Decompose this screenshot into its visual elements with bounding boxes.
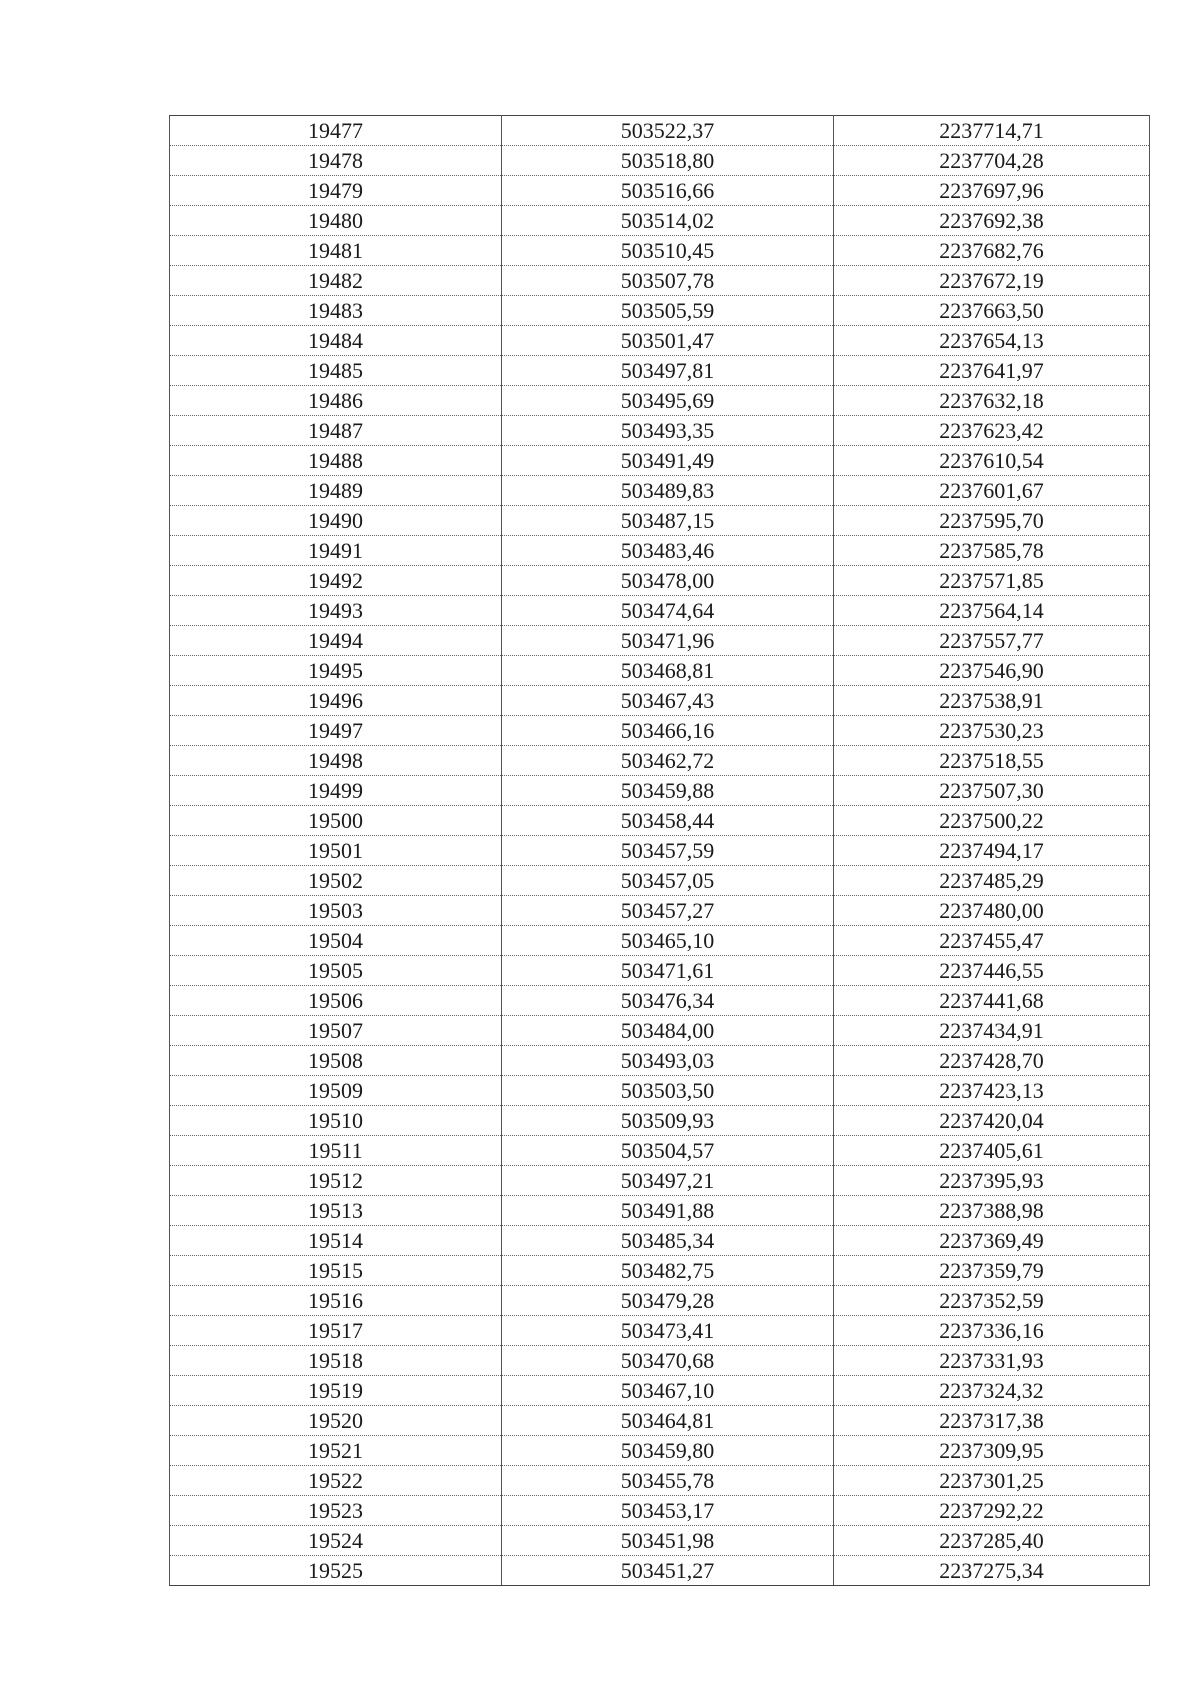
x-coordinate-cell: 503495,69 — [502, 386, 834, 416]
point-number-cell: 19523 — [170, 1496, 502, 1526]
table-row — [170, 566, 1150, 596]
x-coordinate-cell: 503471,61 — [502, 956, 834, 986]
x-coordinate-cell: 503459,80 — [502, 1436, 834, 1466]
x-coordinate-cell: 503516,66 — [502, 176, 834, 206]
x-coordinate-cell: 503467,43 — [502, 686, 834, 716]
coordinates-table — [169, 115, 1150, 1586]
table-row — [170, 446, 1150, 476]
x-coordinate-cell: 503464,81 — [502, 1406, 834, 1436]
x-coordinate-cell: 503518,80 — [502, 146, 834, 176]
y-coordinate-cell: 2237601,67 — [834, 476, 1150, 506]
point-number-cell: 19510 — [170, 1106, 502, 1136]
table-row — [170, 1346, 1150, 1376]
x-coordinate-cell: 503451,98 — [502, 1526, 834, 1556]
y-coordinate-cell: 2237641,97 — [834, 356, 1150, 386]
table-row — [170, 416, 1150, 446]
y-coordinate-cell: 2237507,30 — [834, 776, 1150, 806]
point-number-cell: 19501 — [170, 836, 502, 866]
y-coordinate-cell: 2237500,22 — [834, 806, 1150, 836]
point-number-cell: 19479 — [170, 176, 502, 206]
y-coordinate-cell: 2237423,13 — [834, 1076, 1150, 1106]
y-coordinate-cell: 2237610,54 — [834, 446, 1150, 476]
x-coordinate-cell: 503503,50 — [502, 1076, 834, 1106]
x-coordinate-cell: 503514,02 — [502, 206, 834, 236]
x-coordinate-cell: 503455,78 — [502, 1466, 834, 1496]
table-row — [170, 686, 1150, 716]
y-coordinate-cell: 2237654,13 — [834, 326, 1150, 356]
table-row — [170, 1406, 1150, 1436]
y-coordinate-cell: 2237359,79 — [834, 1256, 1150, 1286]
x-coordinate-cell: 503497,81 — [502, 356, 834, 386]
x-coordinate-cell: 503453,17 — [502, 1496, 834, 1526]
table-row — [170, 1496, 1150, 1526]
y-coordinate-cell: 2237388,98 — [834, 1196, 1150, 1226]
table-row — [170, 1016, 1150, 1046]
y-coordinate-cell: 2237301,25 — [834, 1466, 1150, 1496]
table-row — [170, 506, 1150, 536]
x-coordinate-cell: 503522,37 — [502, 116, 834, 146]
point-number-cell: 19513 — [170, 1196, 502, 1226]
y-coordinate-cell: 2237564,14 — [834, 596, 1150, 626]
point-number-cell: 19492 — [170, 566, 502, 596]
table-row — [170, 1376, 1150, 1406]
y-coordinate-cell: 2237275,34 — [834, 1556, 1150, 1586]
x-coordinate-cell: 503483,46 — [502, 536, 834, 566]
point-number-cell: 19485 — [170, 356, 502, 386]
table-row — [170, 1046, 1150, 1076]
point-number-cell: 19487 — [170, 416, 502, 446]
y-coordinate-cell: 2237434,91 — [834, 1016, 1150, 1046]
point-number-cell: 19515 — [170, 1256, 502, 1286]
point-number-cell: 19500 — [170, 806, 502, 836]
x-coordinate-cell: 503467,10 — [502, 1376, 834, 1406]
table-row — [170, 116, 1150, 146]
y-coordinate-cell: 2237480,00 — [834, 896, 1150, 926]
point-number-cell: 19503 — [170, 896, 502, 926]
point-number-cell: 19490 — [170, 506, 502, 536]
table-row — [170, 1286, 1150, 1316]
x-coordinate-cell: 503507,78 — [502, 266, 834, 296]
x-coordinate-cell: 503451,27 — [502, 1556, 834, 1586]
y-coordinate-cell: 2237369,49 — [834, 1226, 1150, 1256]
point-number-cell: 19512 — [170, 1166, 502, 1196]
table-row — [170, 656, 1150, 686]
y-coordinate-cell: 2237441,68 — [834, 986, 1150, 1016]
table-row — [170, 1166, 1150, 1196]
table-row — [170, 536, 1150, 566]
y-coordinate-cell: 2237692,38 — [834, 206, 1150, 236]
y-coordinate-cell: 2237420,04 — [834, 1106, 1150, 1136]
x-coordinate-cell: 503487,15 — [502, 506, 834, 536]
x-coordinate-cell: 503457,27 — [502, 896, 834, 926]
y-coordinate-cell: 2237623,42 — [834, 416, 1150, 446]
y-coordinate-cell: 2237538,91 — [834, 686, 1150, 716]
table-row — [170, 1106, 1150, 1136]
y-coordinate-cell: 2237571,85 — [834, 566, 1150, 596]
coordinates-table-body — [170, 116, 1150, 1586]
table-row — [170, 866, 1150, 896]
table-row — [170, 626, 1150, 656]
table-row — [170, 1196, 1150, 1226]
table-row — [170, 1256, 1150, 1286]
x-coordinate-cell: 503474,64 — [502, 596, 834, 626]
table-row — [170, 356, 1150, 386]
x-coordinate-cell: 503497,21 — [502, 1166, 834, 1196]
x-coordinate-cell: 503465,10 — [502, 926, 834, 956]
x-coordinate-cell: 503479,28 — [502, 1286, 834, 1316]
table-row — [170, 266, 1150, 296]
x-coordinate-cell: 503478,00 — [502, 566, 834, 596]
point-number-cell: 19484 — [170, 326, 502, 356]
point-number-cell: 19494 — [170, 626, 502, 656]
x-coordinate-cell: 503484,00 — [502, 1016, 834, 1046]
y-coordinate-cell: 2237455,47 — [834, 926, 1150, 956]
x-coordinate-cell: 503457,05 — [502, 866, 834, 896]
x-coordinate-cell: 503468,81 — [502, 656, 834, 686]
point-number-cell: 19496 — [170, 686, 502, 716]
point-number-cell: 19516 — [170, 1286, 502, 1316]
x-coordinate-cell: 503458,44 — [502, 806, 834, 836]
point-number-cell: 19483 — [170, 296, 502, 326]
point-number-cell: 19514 — [170, 1226, 502, 1256]
table-row — [170, 1316, 1150, 1346]
table-row — [170, 1436, 1150, 1466]
x-coordinate-cell: 503493,35 — [502, 416, 834, 446]
x-coordinate-cell: 503491,88 — [502, 1196, 834, 1226]
point-number-cell: 19480 — [170, 206, 502, 236]
y-coordinate-cell: 2237292,22 — [834, 1496, 1150, 1526]
table-row — [170, 986, 1150, 1016]
x-coordinate-cell: 503470,68 — [502, 1346, 834, 1376]
x-coordinate-cell: 503493,03 — [502, 1046, 834, 1076]
point-number-cell: 19477 — [170, 116, 502, 146]
y-coordinate-cell: 2237546,90 — [834, 656, 1150, 686]
x-coordinate-cell: 503466,16 — [502, 716, 834, 746]
y-coordinate-cell: 2237395,93 — [834, 1166, 1150, 1196]
y-coordinate-cell: 2237682,76 — [834, 236, 1150, 266]
table-row — [170, 176, 1150, 206]
point-number-cell: 19478 — [170, 146, 502, 176]
x-coordinate-cell: 503459,88 — [502, 776, 834, 806]
x-coordinate-cell: 503509,93 — [502, 1106, 834, 1136]
y-coordinate-cell: 2237672,19 — [834, 266, 1150, 296]
table-row — [170, 1076, 1150, 1106]
point-number-cell: 19495 — [170, 656, 502, 686]
x-coordinate-cell: 503489,83 — [502, 476, 834, 506]
y-coordinate-cell: 2237714,71 — [834, 116, 1150, 146]
y-coordinate-cell: 2237405,61 — [834, 1136, 1150, 1166]
y-coordinate-cell: 2237428,70 — [834, 1046, 1150, 1076]
table-row — [170, 836, 1150, 866]
y-coordinate-cell: 2237697,96 — [834, 176, 1150, 206]
point-number-cell: 19489 — [170, 476, 502, 506]
point-number-cell: 19508 — [170, 1046, 502, 1076]
x-coordinate-cell: 503471,96 — [502, 626, 834, 656]
x-coordinate-cell: 503473,41 — [502, 1316, 834, 1346]
y-coordinate-cell: 2237324,32 — [834, 1376, 1150, 1406]
x-coordinate-cell: 503476,34 — [502, 986, 834, 1016]
y-coordinate-cell: 2237336,16 — [834, 1316, 1150, 1346]
table-row — [170, 236, 1150, 266]
x-coordinate-cell: 503485,34 — [502, 1226, 834, 1256]
table-row — [170, 956, 1150, 986]
y-coordinate-cell: 2237518,55 — [834, 746, 1150, 776]
x-coordinate-cell: 503510,45 — [502, 236, 834, 266]
y-coordinate-cell: 2237485,29 — [834, 866, 1150, 896]
point-number-cell: 19493 — [170, 596, 502, 626]
point-number-cell: 19481 — [170, 236, 502, 266]
table-row — [170, 1466, 1150, 1496]
table-row — [170, 896, 1150, 926]
point-number-cell: 19507 — [170, 1016, 502, 1046]
table-row — [170, 146, 1150, 176]
table-row — [170, 1226, 1150, 1256]
y-coordinate-cell: 2237285,40 — [834, 1526, 1150, 1556]
table-row — [170, 326, 1150, 356]
y-coordinate-cell: 2237557,77 — [834, 626, 1150, 656]
point-number-cell: 19511 — [170, 1136, 502, 1166]
y-coordinate-cell: 2237595,70 — [834, 506, 1150, 536]
table-row — [170, 296, 1150, 326]
table-row — [170, 386, 1150, 416]
x-coordinate-cell: 503482,75 — [502, 1256, 834, 1286]
table-row — [170, 776, 1150, 806]
x-coordinate-cell: 503457,59 — [502, 836, 834, 866]
point-number-cell: 19486 — [170, 386, 502, 416]
table-row — [170, 806, 1150, 836]
point-number-cell: 19521 — [170, 1436, 502, 1466]
x-coordinate-cell: 503504,57 — [502, 1136, 834, 1166]
y-coordinate-cell: 2237530,23 — [834, 716, 1150, 746]
point-number-cell: 19517 — [170, 1316, 502, 1346]
y-coordinate-cell: 2237663,50 — [834, 296, 1150, 326]
point-number-cell: 19499 — [170, 776, 502, 806]
table-row — [170, 596, 1150, 626]
y-coordinate-cell: 2237309,95 — [834, 1436, 1150, 1466]
x-coordinate-cell: 503501,47 — [502, 326, 834, 356]
x-coordinate-cell: 503462,72 — [502, 746, 834, 776]
y-coordinate-cell: 2237352,59 — [834, 1286, 1150, 1316]
point-number-cell: 19509 — [170, 1076, 502, 1106]
point-number-cell: 19502 — [170, 866, 502, 896]
point-number-cell: 19488 — [170, 446, 502, 476]
point-number-cell: 19505 — [170, 956, 502, 986]
y-coordinate-cell: 2237704,28 — [834, 146, 1150, 176]
point-number-cell: 19524 — [170, 1526, 502, 1556]
point-number-cell: 19525 — [170, 1556, 502, 1586]
y-coordinate-cell: 2237331,93 — [834, 1346, 1150, 1376]
point-number-cell: 19506 — [170, 986, 502, 1016]
table-row — [170, 746, 1150, 776]
point-number-cell: 19519 — [170, 1376, 502, 1406]
y-coordinate-cell: 2237494,17 — [834, 836, 1150, 866]
table-row — [170, 1526, 1150, 1556]
point-number-cell: 19522 — [170, 1466, 502, 1496]
table-row — [170, 926, 1150, 956]
point-number-cell: 19518 — [170, 1346, 502, 1376]
point-number-cell: 19504 — [170, 926, 502, 956]
point-number-cell: 19498 — [170, 746, 502, 776]
table-row — [170, 1556, 1150, 1586]
point-number-cell: 19497 — [170, 716, 502, 746]
y-coordinate-cell: 2237446,55 — [834, 956, 1150, 986]
y-coordinate-cell: 2237632,18 — [834, 386, 1150, 416]
point-number-cell: 19482 — [170, 266, 502, 296]
table-row — [170, 1136, 1150, 1166]
y-coordinate-cell: 2237317,38 — [834, 1406, 1150, 1436]
table-row — [170, 476, 1150, 506]
point-number-cell: 19491 — [170, 536, 502, 566]
x-coordinate-cell: 503491,49 — [502, 446, 834, 476]
point-number-cell: 19520 — [170, 1406, 502, 1436]
y-coordinate-cell: 2237585,78 — [834, 536, 1150, 566]
table-row — [170, 206, 1150, 236]
x-coordinate-cell: 503505,59 — [502, 296, 834, 326]
table-row — [170, 716, 1150, 746]
